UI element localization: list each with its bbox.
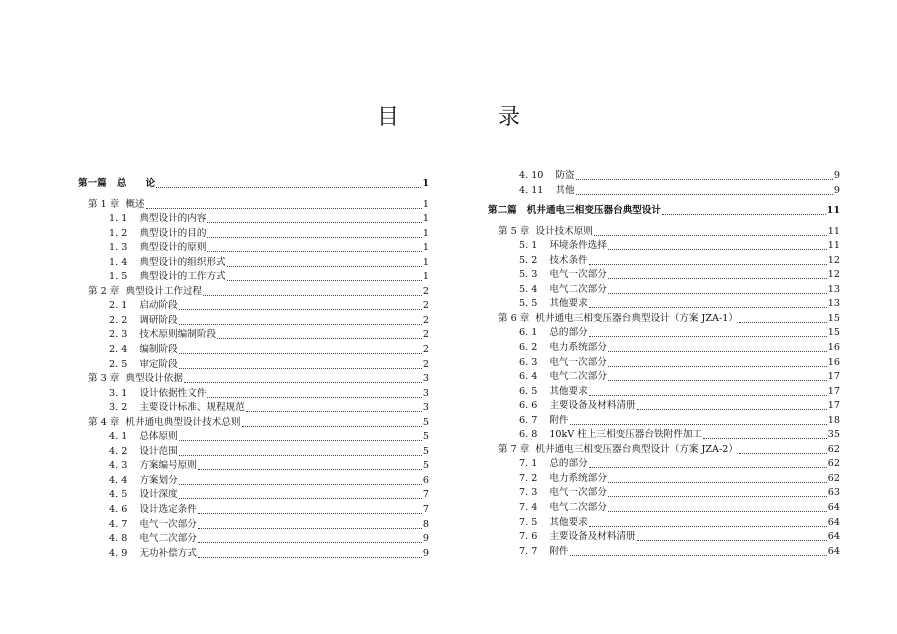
toc-page-number: 1 <box>422 178 429 189</box>
toc-entry[interactable] <box>78 488 429 503</box>
toc-page-number: 2 <box>422 329 429 341</box>
toc-entry-number: 2. 5 <box>109 358 128 370</box>
toc-page-number: 3 <box>422 373 429 385</box>
toc-entry-title: 电气一次部分 <box>549 356 607 368</box>
toc-entry-title: 电气二次部分 <box>549 283 607 295</box>
toc-leader-dots <box>198 518 422 529</box>
toc-entry-title: 设计深度 <box>139 489 178 501</box>
toc-page-number: 5 <box>422 431 429 443</box>
toc-entry-number: 5. 2 <box>519 254 538 266</box>
toc-entry-title: 无功补偿方式 <box>139 547 197 559</box>
toc-entry[interactable] <box>78 177 429 192</box>
toc-leader-dots <box>217 328 422 339</box>
toc-leader-dots <box>179 488 422 499</box>
toc-leader-dots <box>207 387 421 398</box>
toc-page-number: 3 <box>422 402 429 414</box>
toc-page-number: 1 <box>422 242 429 254</box>
toc-leader-dots <box>589 385 827 396</box>
toc-leader-dots <box>207 241 421 252</box>
toc-page-number: 6 <box>422 474 429 486</box>
toc-leader-dots <box>662 204 826 215</box>
toc-page-number: 9 <box>422 533 429 545</box>
toc-entry-title: 机井通电三相变压器台典型设计（方案 JZA-1） <box>535 312 738 324</box>
toc-entry-number: 6. 3 <box>519 356 538 368</box>
toc-entry-number: 4. 1 <box>109 431 128 443</box>
toc-entry[interactable] <box>78 372 429 387</box>
toc-leader-dots <box>594 225 827 236</box>
toc-leader-dots <box>179 343 422 354</box>
toc-entry[interactable] <box>488 204 840 219</box>
toc-page-number: 1 <box>422 227 429 239</box>
toc-page-number: 11 <box>827 240 840 252</box>
toc-page-number: 18 <box>827 414 840 426</box>
toc-page-number: 64 <box>827 531 840 543</box>
toc-entry[interactable] <box>488 356 840 371</box>
toc-entry-title: 总 论 <box>116 178 156 189</box>
toc-page-number: 12 <box>827 269 840 281</box>
toc-entry-title: 总的部分 <box>549 458 588 470</box>
toc-leader-dots <box>739 443 827 454</box>
toc-entry-title: 电气一次部分 <box>549 487 607 499</box>
toc-entry-number: 2. 4 <box>109 344 128 356</box>
toc-entry[interactable] <box>78 358 429 373</box>
toc-entry-title: 其他要求 <box>549 385 588 397</box>
toc-entry[interactable] <box>78 285 429 300</box>
toc-page-number: 7 <box>422 489 429 501</box>
toc-entry-number: 4. 7 <box>109 518 128 530</box>
toc-entry-number: 5. 5 <box>519 298 538 310</box>
toc-entry-number: 7. 5 <box>519 516 538 528</box>
toc-entry[interactable] <box>488 239 840 254</box>
toc-leader-dots <box>207 212 421 223</box>
toc-entry[interactable] <box>78 387 429 402</box>
toc-leader-dots <box>589 297 827 308</box>
toc-leader-dots <box>570 414 827 425</box>
toc-entry[interactable] <box>488 283 840 298</box>
toc-entry[interactable] <box>78 314 429 329</box>
toc-entry[interactable] <box>78 547 429 562</box>
toc-page-number: 9 <box>833 184 840 196</box>
toc-entry-title: 电力系统部分 <box>549 472 607 484</box>
toc-entry[interactable] <box>488 428 840 443</box>
toc-page-number: 16 <box>827 342 840 354</box>
toc-leader-dots <box>608 341 827 352</box>
toc-entry-number: 5. 4 <box>519 283 538 295</box>
toc-right-column <box>488 169 840 559</box>
toc-entry[interactable] <box>78 532 429 547</box>
toc-entry-number: 4. 11 <box>519 184 544 196</box>
toc-page-number: 62 <box>827 443 840 455</box>
toc-entry[interactable] <box>78 241 429 256</box>
toc-page-number: 3 <box>422 387 429 399</box>
toc-page-number: 8 <box>422 518 429 530</box>
toc-leader-dots <box>608 370 827 381</box>
toc-page-number: 62 <box>827 472 840 484</box>
toc-entry-number: 7. 7 <box>519 545 538 557</box>
toc-entry-number: 5. 3 <box>519 269 538 281</box>
toc-page-number: 2 <box>422 358 429 370</box>
toc-page-number: 64 <box>827 516 840 528</box>
toc-entry[interactable] <box>488 184 840 199</box>
toc-entry-number: 第 4 章 <box>88 416 120 428</box>
toc-entry[interactable] <box>488 486 840 501</box>
toc-entry-number: 7. 1 <box>519 458 538 470</box>
toc-entry[interactable] <box>488 385 840 400</box>
toc-leader-dots <box>184 372 422 383</box>
toc-entry-number: 1. 3 <box>109 242 128 254</box>
toc-entry-title: 设计选定条件 <box>139 504 197 516</box>
toc-page-number: 62 <box>827 458 840 470</box>
toc-entry[interactable] <box>488 443 840 458</box>
toc-entry-title: 设计范围 <box>139 445 178 457</box>
toc-entry-number: 6. 1 <box>519 327 538 339</box>
toc-page-number: 63 <box>827 487 840 499</box>
toc-leader-dots <box>608 472 827 483</box>
toc-entry-title: 启动阶段 <box>139 300 178 312</box>
toc-entry-number: 4. 6 <box>109 504 128 516</box>
toc-leader-dots <box>207 227 421 238</box>
toc-entry-title: 设计技术原则 <box>535 225 593 237</box>
toc-leader-dots <box>608 356 827 367</box>
toc-entry-title: 审定阶段 <box>139 358 178 370</box>
toc-page-number: 35 <box>827 429 840 441</box>
toc-entry[interactable] <box>488 516 840 531</box>
toc-page-number: 17 <box>827 371 840 383</box>
toc-leader-dots <box>703 428 827 439</box>
toc-entry[interactable] <box>78 416 429 431</box>
toc-page-number: 9 <box>422 547 429 559</box>
toc-entry-title: 编制阶段 <box>139 344 178 356</box>
toc-entry-title: 其他要求 <box>549 516 588 528</box>
toc-page-number: 64 <box>827 545 840 557</box>
toc-page-number: 17 <box>827 400 840 412</box>
toc-entry-number: 第二篇 <box>488 205 517 217</box>
toc-entry[interactable] <box>78 343 429 358</box>
toc-leader-dots <box>179 299 422 310</box>
toc-entry-title: 典型设计的内容 <box>139 213 207 225</box>
toc-entry[interactable] <box>488 530 840 545</box>
toc-entry-number: 6. 4 <box>519 371 538 383</box>
toc-entry-number: 2. 2 <box>109 314 128 326</box>
toc-entry[interactable] <box>488 457 840 472</box>
toc-leader-dots <box>589 457 827 468</box>
toc-page-number: 9 <box>833 170 840 181</box>
toc-entry-number: 第 1 章 <box>88 198 120 210</box>
toc-page-number: 2 <box>422 285 429 297</box>
toc-leader-dots <box>589 254 827 265</box>
toc-page-number: 12 <box>827 254 840 266</box>
toc-entry[interactable] <box>78 474 429 489</box>
toc-entry-number: 1. 4 <box>109 256 128 268</box>
toc-leader-dots <box>637 530 827 541</box>
toc-left-column <box>78 177 429 561</box>
toc-entry-number: 第 6 章 <box>498 312 530 324</box>
toc-leader-dots <box>156 177 421 188</box>
toc-leader-dots <box>608 268 827 279</box>
toc-entry-title: 环境条件选择 <box>549 240 607 252</box>
toc-entry-title: 其他 <box>555 184 575 196</box>
toc-leader-dots <box>576 169 833 180</box>
toc-entry[interactable] <box>78 299 429 314</box>
toc-leader-dots <box>227 270 422 281</box>
toc-leader-dots <box>198 532 422 543</box>
toc-entry[interactable] <box>78 459 429 474</box>
toc-page-number: 17 <box>827 385 840 397</box>
toc-entry-number: 4. 8 <box>109 533 128 545</box>
toc-page-number: 5 <box>422 416 429 428</box>
toc-entry-number: 7. 3 <box>519 487 538 499</box>
toc-page-number: 15 <box>827 327 840 339</box>
toc-page-number: 64 <box>827 502 840 514</box>
toc-page-number: 7 <box>422 504 429 516</box>
toc-entry-number: 第 5 章 <box>498 225 530 237</box>
toc-entry-number: 6. 5 <box>519 385 538 397</box>
toc-leader-dots <box>179 474 422 485</box>
toc-leader-dots <box>179 445 422 456</box>
toc-entry-number: 4. 9 <box>109 547 128 559</box>
toc-entry-title: 电气二次部分 <box>549 502 607 514</box>
toc-entry-number: 6. 6 <box>519 400 538 412</box>
toc-entry-number: 4. 3 <box>109 460 128 472</box>
toc-entry[interactable] <box>78 401 429 416</box>
toc-entry-number: 6. 8 <box>519 429 538 441</box>
toc-page-number: 2 <box>422 300 429 312</box>
toc-entry-number: 5. 1 <box>519 240 538 252</box>
toc-entry-title: 典型设计工作过程 <box>125 285 203 297</box>
toc-entry[interactable] <box>488 326 840 341</box>
toc-entry-number: 7. 6 <box>519 531 538 543</box>
toc-leader-dots <box>179 314 422 325</box>
toc-entry[interactable] <box>78 256 429 271</box>
toc-entry-title: 主要设备及材料清册 <box>549 400 636 412</box>
toc-entry-title: 典型设计的原则 <box>139 242 207 254</box>
toc-entry-number: 6. 2 <box>519 342 538 354</box>
toc-page-number: 2 <box>422 344 429 356</box>
toc-entry-title: 机井通电三相变压器台典型设计（方案 JZA-2） <box>535 443 738 455</box>
toc-entry-title: 机井通电三相变压器台典型设计 <box>526 205 662 217</box>
toc-leader-dots <box>198 459 422 470</box>
toc-leader-dots <box>589 516 827 527</box>
toc-page-number: 16 <box>827 356 840 368</box>
toc-entry-number: 7. 4 <box>519 502 538 514</box>
toc-leader-dots <box>608 486 827 497</box>
toc-entry[interactable] <box>488 297 840 312</box>
toc-entry[interactable] <box>78 212 429 227</box>
toc-page-number: 15 <box>827 312 840 324</box>
toc-entry[interactable] <box>78 430 429 445</box>
toc-entry-number: 1. 2 <box>109 227 128 239</box>
toc-entry-title: 方案编号原则 <box>139 460 197 472</box>
toc-entry-title: 典型设计的工作方式 <box>139 271 226 283</box>
toc-entry[interactable] <box>488 225 840 240</box>
toc-entry-title: 防盗 <box>555 170 575 181</box>
toc-entry-title: 总的部分 <box>549 327 588 339</box>
toc-entry-title: 附件 <box>549 414 569 426</box>
page-title: 目 录 <box>377 105 566 130</box>
toc-entry[interactable] <box>488 399 840 414</box>
toc-entry-title: 技术条件 <box>549 254 588 266</box>
toc-page-number: 13 <box>827 283 840 295</box>
toc-entry-number: 4. 4 <box>109 474 128 486</box>
toc-leader-dots <box>146 198 422 209</box>
toc-page-number: 11 <box>826 205 840 217</box>
toc-entry-title: 电气二次部分 <box>139 533 197 545</box>
toc-entry[interactable] <box>488 472 840 487</box>
toc-page-number: 1 <box>422 198 429 210</box>
toc-entry-title: 概述 <box>125 198 145 210</box>
toc-entry[interactable] <box>78 227 429 242</box>
toc-entry[interactable] <box>78 445 429 460</box>
toc-page-number: 5 <box>422 445 429 457</box>
toc-entry-number: 3. 1 <box>109 387 128 399</box>
toc-entry-title: 其他要求 <box>549 298 588 310</box>
toc-leader-dots <box>179 358 422 369</box>
toc-leader-dots <box>246 401 422 412</box>
toc-entry-title: 电气二次部分 <box>549 371 607 383</box>
toc-entry-title: 电气一次部分 <box>549 269 607 281</box>
toc-leader-dots <box>179 430 422 441</box>
toc-entry-title: 主要设计标准、规程规范 <box>139 402 245 414</box>
toc-entry-title: 典型设计依据 <box>125 373 183 385</box>
toc-entry[interactable] <box>488 254 840 269</box>
toc-entry-title: 10kV 柱上三相变压器台铁附件加工 <box>549 429 703 441</box>
toc-entry[interactable] <box>488 169 840 184</box>
toc-leader-dots <box>589 326 827 337</box>
toc-leader-dots <box>203 285 422 296</box>
toc-entry-title: 调研阶段 <box>139 314 178 326</box>
toc-leader-dots <box>637 399 827 410</box>
toc-entry-number: 第 2 章 <box>88 285 120 297</box>
toc-entry-title: 机井通电典型设计技术总则 <box>125 416 241 428</box>
toc-entry-title: 电气一次部分 <box>139 518 197 530</box>
toc-leader-dots <box>608 283 827 294</box>
toc-entry-number: 7. 2 <box>519 472 538 484</box>
toc-entry-number: 3. 2 <box>109 402 128 414</box>
toc-leader-dots <box>227 256 422 267</box>
toc-page-number: 13 <box>827 298 840 310</box>
toc-leader-dots <box>198 547 422 558</box>
toc-page-number: 1 <box>422 213 429 225</box>
toc-entry-number: 第一篇 <box>78 178 107 189</box>
toc-entry-number: 1. 1 <box>109 213 128 225</box>
toc-entry-number: 4. 2 <box>109 445 128 457</box>
toc-entry-title: 典型设计的组织形式 <box>139 256 226 268</box>
toc-entry-title: 典型设计的目的 <box>139 227 207 239</box>
toc-entry-number: 2. 3 <box>109 329 128 341</box>
toc-entry-title: 电力系统部分 <box>549 342 607 354</box>
toc-entry[interactable] <box>78 518 429 533</box>
toc-entry-title: 设计依据性文件 <box>139 387 207 399</box>
toc-entry[interactable] <box>78 328 429 343</box>
toc-entry[interactable] <box>488 370 840 385</box>
toc-entry[interactable] <box>78 503 429 518</box>
toc-page-number: 2 <box>422 314 429 326</box>
toc-entry-title: 方案划分 <box>139 474 178 486</box>
toc-entry[interactable] <box>488 341 840 356</box>
toc-page-number: 5 <box>422 460 429 472</box>
toc-entry[interactable] <box>78 270 429 285</box>
toc-leader-dots <box>608 501 827 512</box>
toc-page-number: 1 <box>422 256 429 268</box>
toc-entry-number: 第 7 章 <box>498 443 530 455</box>
toc-entry[interactable] <box>488 268 840 283</box>
toc-entry[interactable] <box>488 501 840 516</box>
toc-leader-dots <box>739 312 827 323</box>
toc-entry-number: 第 3 章 <box>88 373 120 385</box>
toc-entry-title: 主要设备及材料清册 <box>549 531 636 543</box>
toc-entry-number: 6. 7 <box>519 414 538 426</box>
toc-leader-dots <box>576 184 833 195</box>
toc-entry[interactable] <box>488 312 840 327</box>
toc-entry-title: 技术原则编制阶段 <box>139 329 217 341</box>
toc-entry-number: 4. 5 <box>109 489 128 501</box>
toc-entry[interactable] <box>78 198 429 213</box>
toc-leader-dots <box>242 416 422 427</box>
toc-leader-dots <box>198 503 422 514</box>
toc-page-number: 1 <box>422 271 429 283</box>
toc-leader-dots <box>608 239 827 250</box>
toc-entry-number: 4. 10 <box>519 170 544 181</box>
toc-entry[interactable] <box>488 545 840 560</box>
toc-entry-number: 1. 5 <box>109 271 128 283</box>
toc-entry[interactable] <box>488 414 840 429</box>
toc-entry-title: 附件 <box>549 545 569 557</box>
toc-leader-dots <box>570 545 827 556</box>
toc-entry-number: 2. 1 <box>109 300 128 312</box>
toc-page-number: 11 <box>827 225 840 237</box>
toc-entry-title: 总体原则 <box>139 431 178 443</box>
